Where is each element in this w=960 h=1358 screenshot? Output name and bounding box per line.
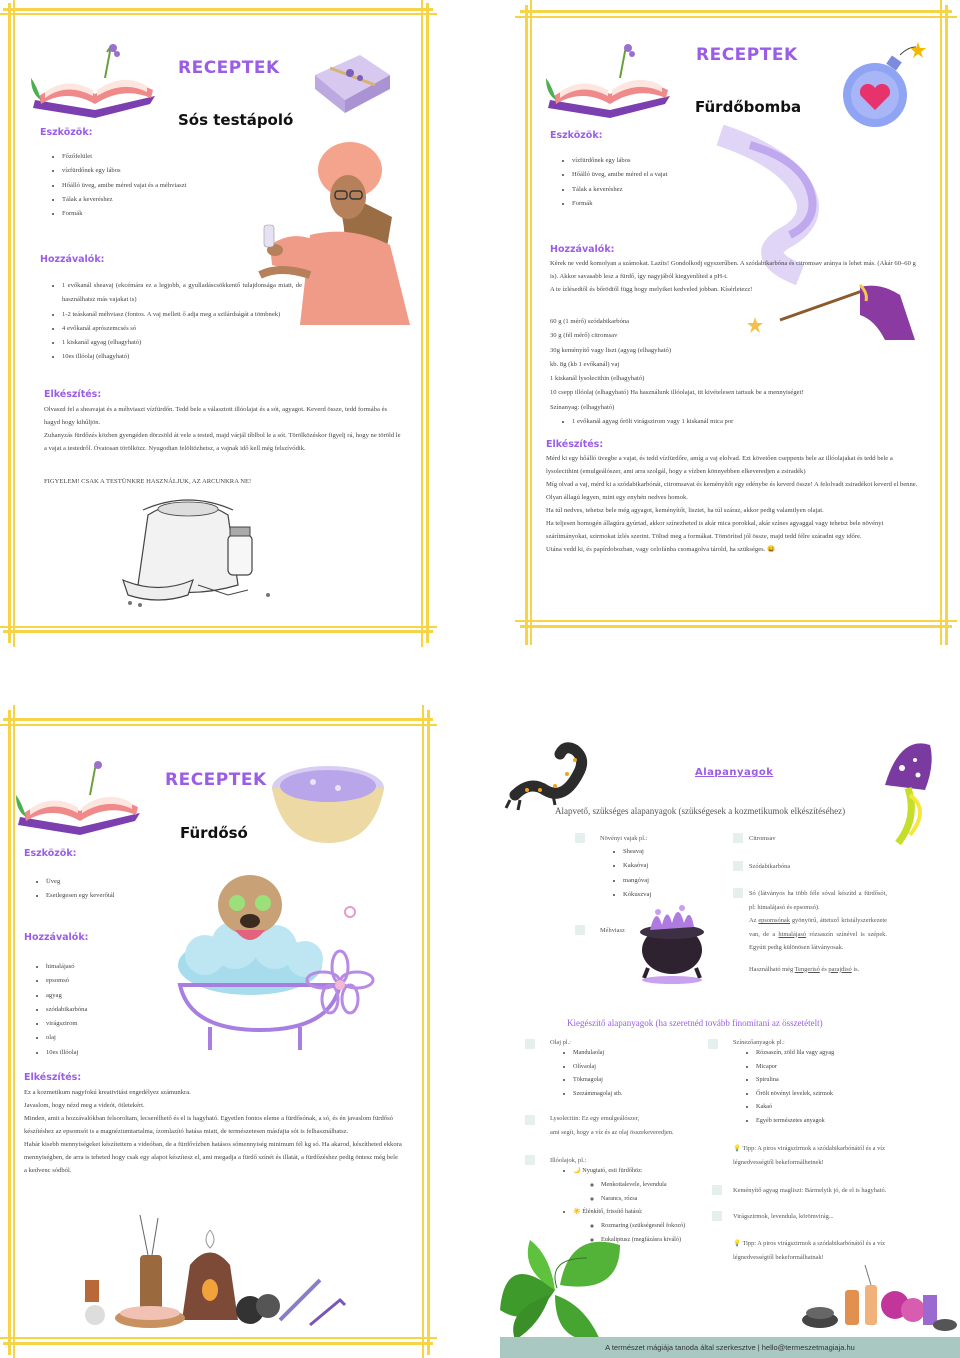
list-item: • mangóvaj — [623, 874, 743, 888]
kemenyito-text: Keményítő agyag magliszt: Bármelyik jó, de el is hagyható. — [733, 1187, 887, 1194]
list-item: • vízfürdőnek egy lábos — [572, 154, 772, 168]
list-item: • Kakaóvaj — [623, 859, 743, 873]
prep-heading: Elkészítés: — [546, 439, 604, 450]
checkbox[interactable] — [575, 925, 585, 935]
mehviasz-label: Méhviasz — [600, 927, 625, 934]
citromsav-label: Citromsav — [749, 835, 776, 842]
intro-text: Kérek ne vedd komolyan a számokat. Lazíts! Gondolkodj egyszerűben. A szódabikarbóna és citromsav aránya is lehet más. (Akár 60–60 g is). Akkor savasabb lesz a fürdő, így nagyjából kiegyenlíted a pH-t. A te ízlésedtől és bőrödtől függ hogy melyiket kedveled jobban. Kísérletezz! — [550, 260, 916, 293]
book-icon — [540, 38, 680, 118]
list-item: • Micapor — [756, 1060, 916, 1074]
extra-heading: Kiegészítő alapanyagok (ha szeretnéd tovább finomítani az összetételt) — [567, 1018, 823, 1028]
list-item: • 🌙 Nyugtató, esti fürdőhöz: — [573, 1164, 733, 1178]
mushroom-icon — [880, 740, 940, 845]
list-item: • Üveg — [46, 875, 206, 889]
prep-text: Mérd ki egy hőálló üvegbe a vajat, és tedd vízfürdőre, amíg a vaj elolvad. Ezt követően cseppents bele az illóolajakat és tedd bele a lysolecithint (emulgeálószer, ami arra szolgál, hogy a vízben könnyebben elkeveredjen a zsiradék) Míg olvad a vaj, mérd ki a szódabikarbónát, citromsavat és keményítőt egy edénybe és keverd össze! A felolvadt zsiradékot keverd el benne. Olyan állagú legyen, mint egy enyhén nedves homok. Ha túl nedves, tehetsz bele még agyagot, keményítőt, lisztet, ha túl száraz, akkor pedig valamilyen olajat. Ha teljesen homogén állagúra gyúrtad, akkor színezheted is akár mica porokkal, akár színes agyaggal vagy tehetsz bele növényi szárítmányokat, szirmokat ízlés szerint. Töltsd meg a formákat. Tömörítsd jól össze, majd tedd félre száradni egy időre. Utána vedd ki, és papírdobozban, vagy celofánba csomagolva tárold, ha szükséges. 😀 — [546, 455, 918, 553]
page-header: RECEPTEK — [165, 770, 267, 790]
color-items-list — [556, 415, 892, 429]
recipe-page-furdoso — [0, 705, 440, 1358]
list-item: • olaj — [46, 1031, 206, 1045]
szin-label: Színezőanyagok pl.: — [733, 1039, 785, 1046]
list-item: • ☀️ Élénkítő, frissítő hatású: — [573, 1205, 733, 1219]
list-item: • 1-2 teáskanál méhviasz (fontos. A vaj mellett ő adja meg a szilárdságát a tömbnek) — [62, 308, 302, 322]
list-item: ◦ Rozmaring (szükségesnél fokozó) — [601, 1219, 731, 1233]
lyso-text: Lysolecitin: Ez egy emulgeálószer, ami segít, hogy a víz és az olaj összekeveredjen. — [550, 1115, 674, 1136]
prep-heading: Elkészítés: — [44, 389, 102, 400]
tools-list — [556, 154, 772, 211]
checkbox[interactable] — [525, 1039, 535, 1049]
list-item: • epsomsó — [46, 974, 206, 988]
list-item: • 10es illóolaj — [46, 1046, 206, 1060]
viragszirom-text: Virágszirmok, levendula, körömvirág... — [733, 1213, 834, 1220]
ingredients-heading: Hozzávalók: — [40, 254, 105, 265]
page-header: RECEPTEK — [178, 58, 280, 78]
recipe-page-furdobomba — [515, 0, 960, 650]
ingredients-heading: Hozzávalók: — [24, 932, 89, 943]
basil-illustration — [495, 1230, 635, 1345]
list-item: • Tálak a keveréshez — [572, 183, 772, 197]
warning-text: FIGYELEM! CSAK A TESTÜNKRE HASZNÁLJUK, AZ ARCUNKRA NE! — [44, 478, 252, 485]
checkbox[interactable] — [733, 861, 743, 871]
list-item: ◦ Eukaliptusz (megfázásra kiváló) — [601, 1233, 731, 1247]
list-item: • vízfürdőnek egy lábos — [62, 164, 322, 178]
salamander-icon — [505, 740, 590, 815]
tools-heading: Eszközök: — [550, 130, 603, 141]
szodabikarbona-label: Szódabikarbóna — [749, 863, 791, 870]
olaj-list — [557, 1046, 713, 1100]
list-item: • 1 evőkanál sheavaj (ekcémára ez a legjobb, a gyulladáscsökkentő tulajdonsága miatt, de használhatsz más vajakat is) — [62, 279, 302, 308]
checkbox[interactable] — [575, 833, 585, 843]
checkbox[interactable] — [525, 1115, 535, 1125]
illo-night-list — [585, 1178, 731, 1205]
page-title: Alapanyagok — [695, 767, 774, 778]
list-item: • Rózsaszín, zöld lila vagy agyag — [756, 1046, 916, 1060]
list-item: • Olívaolaj — [573, 1060, 713, 1074]
list-item: • 1 kiskanál agyag (elhagyható) — [62, 336, 302, 350]
list-item: ◦ Narancs, rózsa — [601, 1192, 731, 1206]
checkbox[interactable] — [733, 833, 743, 843]
tools-heading: Eszközök: — [40, 127, 93, 138]
ingredients-list — [46, 279, 302, 365]
list-item: • Szezámmagolaj stb. — [573, 1087, 713, 1101]
szin-list — [740, 1046, 916, 1127]
list-item: • 10es illóolaj (elhagyható) — [62, 350, 302, 364]
vaj-list — [607, 845, 743, 902]
prep-text: Ez a kozmetikum nagyfokú kreativitást engedélyez számunkra. Javaslom, hogy nézd meg a videót, ötletekért. Minden, amit a hozzávalókban felsoroltam, lecserélhető és el is hagyható. Egyetlen fontos eleme a fürdősónak, a só, és én javaslom fürdősó készítéshez az epsomsót is a magnéziumtartalma, ízomlazító hatása miatt, de természetesen másfajta sót is felhasználhatsz. Habár kisebb mennyiségeket készítettem a videóban, de a fürdővízben hatásos sómennyiség minimum fél kg só. Ha akarod, készítheted ekkora mennyiségben, de arra is teheted hogy csak egy alapot készítesz el, ami megadja a fürdő színét és illatát, a fürdőzéshez pedig öntesz még bele a kedvenc sódból. — [24, 1089, 402, 1174]
list-item: • Hőálló üveg, amibe méred vajat és a méhviaszt — [62, 179, 322, 193]
so-text: Só (látványos ha több féle sóval készítd a fürdősót, pl: himalájasó és epsomsó). Az epsomsónak gyönyörű, áttetsző kristályszerkezete van, de a himalájasó rózsaszín színével is szépek. Egyútt pedig különösen látványosak. Használható még Tengerisó és parajdisó is. — [749, 890, 887, 973]
soap-icon — [305, 45, 395, 115]
list-item: • Spirulina — [756, 1073, 916, 1087]
list-item: • Hőálló üveg, amibe méred el a vajat — [572, 168, 772, 182]
list-item: • Tálak a keveréshez — [62, 193, 322, 207]
list-item: • Tökmagolaj — [573, 1073, 713, 1087]
amounts-list: 60 g (1 mérő) szódabikarbóna 30 g (fél mérő) citromsav 30g keményítő vagy liszt (agyag (elhagyható) kb. 8g (kb 1 evőkanál) vaj 1 kiskanál lysolecithin (elhagyható) 10 csepp illóolaj (elhagyható) Ha használunk illóolajat, itt kivételesen tartsuk be a mennyiséget! Színanyag: (elhagyható) — [550, 318, 804, 411]
list-item: • Őrölt növényi levelek, szirmok — [756, 1087, 916, 1101]
book-icon — [10, 755, 150, 835]
list-item: • virágszirom — [46, 1017, 206, 1031]
basic-heading: Alapvető, szükséges alapanyagok (szükségesek a kozmetikumok elkészítéséhez) — [555, 806, 846, 816]
spa-items-illustration — [80, 1210, 350, 1335]
list-item: • Mandulaolaj — [573, 1046, 713, 1060]
salt-bowl-icon — [268, 760, 388, 845]
bath-bomb-icon — [830, 40, 925, 135]
list-item: • Kókuszvaj — [623, 888, 743, 902]
vaj-label: Növényi vajak pl.: — [600, 835, 648, 842]
illo-label: Illóolajok, pl.: — [550, 1157, 587, 1164]
recipe-page-sos-testapolo — [0, 0, 440, 650]
prep-heading: Elkészítés: — [24, 1072, 82, 1083]
ingredients-list — [30, 960, 206, 1060]
list-item: • agyag — [46, 989, 206, 1003]
ingredients-heading: Hozzávalók: — [550, 244, 615, 255]
list-item: • 1 evőkanál agyag őrölt virágszirom vagy 1 kiskanál mica por — [572, 415, 892, 429]
list-item: • szódabikarbóna — [46, 1003, 206, 1017]
checkbox[interactable] — [708, 1039, 718, 1049]
page-footer: A természet mágiája tanoda által szerkesztve | hello@termeszetmagiaja.hu — [500, 1337, 960, 1358]
illo-list — [557, 1164, 733, 1178]
list-item: • 4 evőkanál aprószemcsés só — [62, 322, 302, 336]
page-header: RECEPTEK — [696, 45, 798, 65]
checkbox[interactable] — [525, 1155, 535, 1165]
recipe-title: Fürdőbomba — [695, 98, 802, 116]
list-item: • Esetlegesen egy keverőtál — [46, 889, 206, 903]
list-item: • Főzőfelület — [62, 150, 322, 164]
tip-2: 💡 Tipp: A piros virágszirmok a szódabikarbónától és a víz légnedvességtől bekeformálhatnak! — [733, 1240, 885, 1261]
tools-heading: Eszközök: — [24, 848, 77, 859]
checkbox[interactable] — [712, 1211, 722, 1221]
recipe-title: Fürdősó — [180, 824, 248, 842]
recipe-title: Sós testápoló — [178, 111, 294, 129]
spa-products-illustration — [795, 1265, 960, 1340]
list-item: • himalájasó — [46, 960, 206, 974]
list-item: • Formák — [572, 197, 772, 211]
tip-1: 💡 Tipp: A piros virágszirmok a szódabikarbónától és a víz légnedvességtől bekeformálhetnek! — [733, 1145, 885, 1166]
cauldron-icon — [630, 900, 715, 985]
salt-sack-illustration — [118, 485, 278, 610]
book-icon — [25, 38, 165, 118]
ingredients-page — [495, 705, 960, 1358]
list-item: • Sheavaj — [623, 845, 743, 859]
list-item: • Kakaó — [756, 1100, 916, 1114]
list-item: ◦ Menkottalevele, levendula — [601, 1178, 731, 1192]
list-item: • Egyéb természetes anyagok — [756, 1114, 916, 1128]
checkbox[interactable] — [712, 1185, 722, 1195]
prep-text: Olvaszd fel a sheavajat és a méhviaszt vízfürdőn. Tedd bele a választott illóolajat és a sót, agyagot. Keverd össze, tedd formába és hagyd hogy kihűljön. Zuhanyzás fürdőzés közben gyengéden dörzsöld át vele a tested, majd várjál tíblbol le a sót. Törölközéskor figyelj rá, hogy ne töröld le a vajat a testedről. Óvatosan törölközz. Nyugodtan felöltözhetsz, a vajnak idő kell még felszívódik. — [44, 406, 401, 452]
olaj-label: Olaj pl.: — [550, 1039, 571, 1046]
list-item: • Formák — [62, 207, 322, 221]
checkbox[interactable] — [733, 888, 743, 898]
illo-day-list — [557, 1205, 733, 1219]
